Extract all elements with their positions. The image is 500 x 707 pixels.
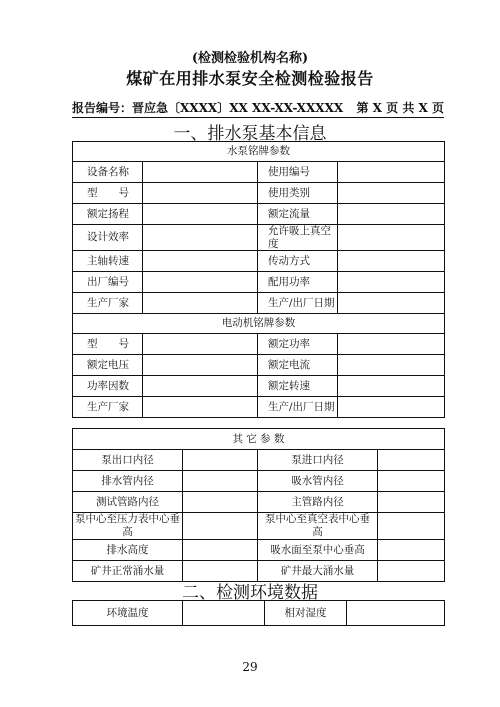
org-name: (检测检验机构名称) (191, 51, 309, 66)
field-label: 排水高度 (73, 540, 183, 561)
value-cell (143, 183, 258, 204)
table-row (73, 225, 445, 251)
table-row (73, 162, 445, 183)
value-cell (183, 471, 258, 492)
field-label: 型 号 (73, 183, 143, 204)
value-cell (338, 293, 445, 314)
section-1-title: 一、排水泵基本信息 (173, 124, 327, 144)
field-label: 设备名称 (73, 162, 143, 183)
field-label: 测试管路内径 (73, 492, 183, 513)
field-label: 使用编号 (258, 162, 338, 183)
value-cell (183, 601, 265, 626)
table-row (73, 334, 445, 355)
report-title: 煤矿在用排水泵安全检测检验报告 (126, 69, 374, 88)
field-label: 额定流量 (258, 204, 338, 225)
table-row (73, 272, 445, 293)
page-info: 第 X 页 共 X 页 (356, 101, 444, 115)
motor-plate-header: 电动机铭牌参数 (73, 314, 445, 334)
value-cell (143, 225, 258, 251)
field-label: 出厂编号 (73, 272, 143, 293)
table-row (73, 540, 445, 561)
field-label: 额定电流 (258, 355, 338, 376)
value-cell (338, 397, 445, 418)
value-cell (338, 183, 445, 204)
field-label: 功率因数 (73, 376, 143, 397)
table-row (73, 601, 445, 626)
table-row (73, 204, 445, 225)
field-label: 额定电压 (73, 355, 143, 376)
value-cell (338, 251, 445, 272)
field-label: 额定功率 (258, 334, 338, 355)
table-row (73, 397, 445, 418)
field-label: 矿井正常涌水量 (73, 561, 183, 582)
field-label: 相对湿度 (265, 601, 347, 626)
field-label: 主管路内径 (258, 492, 378, 513)
table-row (73, 450, 445, 471)
table-row (73, 251, 445, 272)
value-cell (378, 450, 445, 471)
value-cell (143, 272, 258, 293)
field-label: 额定扬程 (73, 204, 143, 225)
field-label: 排水管内径 (73, 471, 183, 492)
field-label: 额定转速 (258, 376, 338, 397)
value-cell (143, 204, 258, 225)
value-cell (143, 355, 258, 376)
field-label: 吸水面至泵中心垂高 (258, 540, 378, 561)
environment-table (72, 600, 445, 626)
field-label: 矿井最大涌水量 (258, 561, 378, 582)
value-cell (143, 293, 258, 314)
value-cell (378, 513, 445, 540)
field-label: 传动方式 (258, 251, 338, 272)
pump-plate-header: 水泵铭牌参数 (73, 142, 445, 162)
value-cell (183, 450, 258, 471)
table-row (73, 513, 445, 540)
field-label: 主轴转速 (73, 251, 143, 272)
value-cell (338, 355, 445, 376)
other-params-header: 其 它 参 数 (73, 429, 445, 450)
value-cell (143, 334, 258, 355)
table-row (73, 293, 445, 314)
field-label: 生产厂家 (73, 397, 143, 418)
value-cell (378, 471, 445, 492)
value-cell (338, 376, 445, 397)
field-label: 泵进口内径 (258, 450, 378, 471)
report-number: 报告编号：晋应急〔XXXX〕XX XX-XX-XXXXX (72, 101, 344, 115)
table-row (73, 376, 445, 397)
field-label: 泵中心至压力表中心垂高 (73, 513, 183, 540)
field-label: 配用功率 (258, 272, 338, 293)
field-label: 生产/出厂日期 (258, 397, 338, 418)
value-cell (143, 397, 258, 418)
table-row (73, 355, 445, 376)
value-cell (338, 204, 445, 225)
field-label: 允许吸上真空度 (258, 225, 338, 251)
value-cell (143, 251, 258, 272)
other-params-table (72, 428, 445, 582)
value-cell (338, 334, 445, 355)
table-row (73, 471, 445, 492)
field-label: 设计效率 (73, 225, 143, 251)
field-label: 环境温度 (73, 601, 183, 626)
field-label: 吸水管内径 (258, 471, 378, 492)
value-cell (143, 162, 258, 183)
pump-basic-info-table (72, 141, 445, 418)
table-row (73, 492, 445, 513)
value-cell (338, 162, 445, 183)
table-row (73, 183, 445, 204)
value-cell (378, 540, 445, 561)
field-label: 泵中心至真空表中心垂高 (258, 513, 378, 540)
report-info-bar (72, 97, 444, 118)
value-cell (183, 492, 258, 513)
value-cell (378, 492, 445, 513)
value-cell (338, 272, 445, 293)
page-number: 29 (242, 660, 258, 674)
value-cell (183, 513, 258, 540)
field-label: 生产厂家 (73, 293, 143, 314)
field-label: 型 号 (73, 334, 143, 355)
section-2-title: 二、检测环境数据 (182, 583, 318, 603)
value-cell (347, 601, 445, 626)
field-label: 生产/出厂日期 (258, 293, 338, 314)
field-label: 泵出口内径 (73, 450, 183, 471)
value-cell (143, 376, 258, 397)
field-label: 使用类别 (258, 183, 338, 204)
value-cell (183, 540, 258, 561)
value-cell (338, 225, 445, 251)
